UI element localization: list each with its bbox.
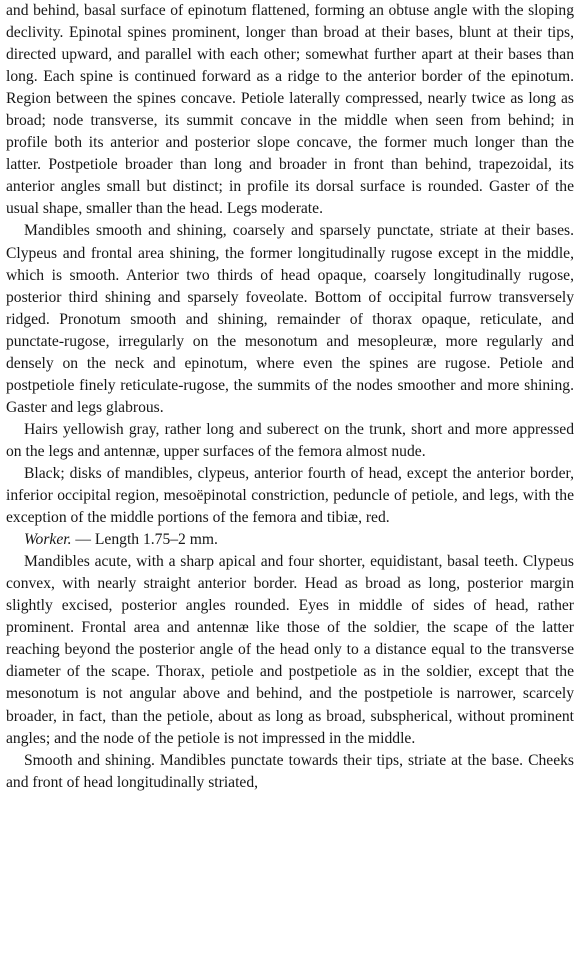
worker-length: — Length 1.75–2 mm. [71, 531, 218, 549]
paragraph-worker-sculpture: Smooth and shining. Mandibles punctate towards their tips, striate at the base. Cheeks and front of head longitudinally striated, [6, 751, 574, 791]
paragraph-soldier-color: Black; disks of mandibles, clypeus, anterior fourth of head, except the anterior border, inferior occipital region, mesoëpinotal constriction, peduncle of petiole, and legs, with the exception of the middle portions of the femora and tibiæ, red. [6, 464, 574, 527]
paragraph-soldier-structure-continued: and behind, basal surface of epinotum flattened, forming an obtuse angle with the sloping declivity. Epinotal spines prominent, longer than broad at their bases, blunt at their tips, directed upward, and parallel with each other; somewhat further apart at their bases than long. Each spine is continued forward as a ridge to the anterior border of the epinotum. Region between the spines concave. Petiole laterally compressed, nearly twice as long as broad; node transverse, its summit concave in the middle when seen from behind; in profile both its anterior and posterior slope concave, the former much longer than the latter. Postpetiole broader than long and broader in front than behind, trapezoidal, its anterior angles small but distinct; in profile its dorsal surface is rounded. Gaster of the usual shape, smaller than the head. Legs moderate. [6, 2, 574, 218]
worker-heading [6, 529, 574, 551]
paragraph-soldier-pilosity: Hairs yellowish gray, rather long and suberect on the trunk, short and more appressed on the legs and antennæ, upper surfaces of the femora almost nude. [6, 420, 574, 460]
worker-caste-label: Worker. [24, 531, 72, 549]
document-page [6, 0, 574, 794]
paragraph-worker-structure: Mandibles acute, with a sharp apical and four shorter, equidistant, basal teeth. Clypeus convex, with nearly straight anterior border. Head as broad as long, posterior margin slightly excised, posterior angles rounded. Eyes in middle of sides of head, rather prominent. Frontal area and antennæ like those of the soldier, the scape of the latter reaching beyond the posterior angle of the head only to a distance equal to the transverse diameter of the scape. Thorax, petiole and postpetiole as in the soldier, except that the mesonotum is not angular above and behind, and the postpetiole is narrower, scarcely broader, in fact, than the petiole, about as long as broad, subspherical, without prominent angles; and the node of the petiole is not impressed in the middle. [6, 553, 574, 747]
paragraph-soldier-sculpture: Mandibles smooth and shining, coarsely and sparsely punctate, striate at their bases. Clypeus and frontal area shining, the former longitudinally rugose except in the middle, which is smooth. Anterior two thirds of head opaque, coarsely longitudinally rugose, posterior third shining and sparsely foveolate. Bottom of occipital furrow transversely ridged. Pronotum smooth and shining, remainder of thorax opaque, reticulate, and punctate-rugose, irregularly on the mesonotum and mesopleuræ, more regularly and densely on the neck and epinotum, where even the spines are rugose. Petiole and postpetiole finely reticulate-rugose, the summits of the nodes smoother and more shining. Gaster and legs glabrous. [6, 222, 574, 416]
